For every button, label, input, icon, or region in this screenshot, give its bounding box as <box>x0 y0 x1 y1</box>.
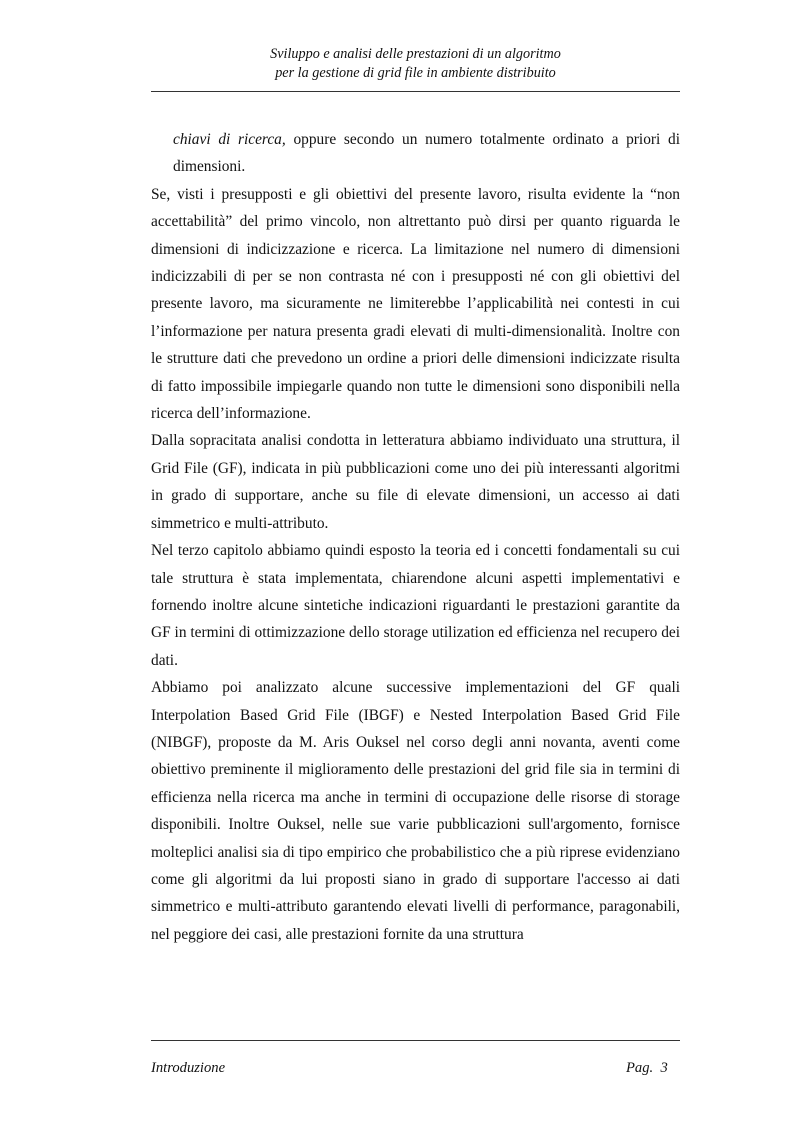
continued-paragraph-text: oppure secondo un numero totalmente ordinato a priori di dimensioni. <box>173 131 680 176</box>
header-line-2: per la gestione di grid file in ambiente distribuito <box>275 65 556 81</box>
footer-rule <box>151 1040 680 1041</box>
header-line-1: Sviluppo e analisi delle prestazioni di un algoritmo <box>270 46 561 62</box>
continued-paragraph <box>151 126 680 181</box>
footer-page-number: Pag. 3 <box>626 1060 668 1076</box>
paragraph-2: Dalla sopracitata analisi condotta in letteratura abbiamo individuato una struttura, il Grid File (GF), indicata in più pubblicazioni come uno dei più interessanti algoritmi in grado di supportare, anche su file di elevate dimensioni, un accesso ai dati simmetrico e multi-attributo. <box>151 432 680 532</box>
page-body <box>151 126 680 948</box>
paragraph-4: Abbiamo poi analizzato alcune successive implementazioni del GF quali Interpolation Based Grid File (IBGF) e Nested Interpolation Based Grid File (NIBGF), proposte da M. Aris Ouksel nel corso degli anni novanta, aventi come obiettivo preminente il miglioramento delle prestazioni del grid file sia in termini di efficienza nella ricerca ma anche in termini di occupazione delle risorse di storage disponibili. Inoltre Ouksel, nelle sue varie pubblicazioni sull'argomento, fornisce molteplici analisi sia di tipo empirico che probabilistico che a più riprese evidenziano come gli algoritmi da lui proposti siano in grado di supportare l'accesso ai dati simmetrico e multi-attributo garantendo elevati livelli di performance, paragonabili, nel peggiore dei casi, alle prestazioni fornite da una struttura <box>151 679 680 943</box>
paragraph-3: Nel terzo capitolo abbiamo quindi esposto la teoria ed i concetti fondamentali su cui tale struttura è stata implementata, chiarendone alcuni aspetti implementativi e fornendo inoltre alcune sintetiche indicazioni riguardanti le prestazioni garantite da GF in termini di ottimizzazione dello storage utilization ed efficienza nel recupero dei dati. <box>151 542 680 669</box>
italic-term: chiavi di ricerca, <box>173 131 286 148</box>
running-header <box>151 45 680 83</box>
footer-section-title: Introduzione <box>151 1060 226 1076</box>
header-rule <box>151 91 680 92</box>
paragraph-1: Se, visti i presupposti e gli obiettivi del presente lavoro, risulta evidente la “non accettabilità” del primo vincolo, non altrettanto può dirsi per quanto riguarda le dimensioni di indicizzazione e ricerca. La limitazione nel numero di dimensioni indicizzabili di per se non contrasta né con i presupposti né con gli obiettivi del presente lavoro, ma sicuramente ne limiterebbe l’applicabilità nei contesti in cui l’informazione per natura presenta gradi elevati di multi-dimensionalità. Inoltre con le strutture dati che prevedono un ordine a priori delle dimensioni indicizzate risulta di fatto impossibile impiegarle quando non tutte le dimensioni sono disponibili nella ricerca dell’informazione. <box>151 185 680 423</box>
